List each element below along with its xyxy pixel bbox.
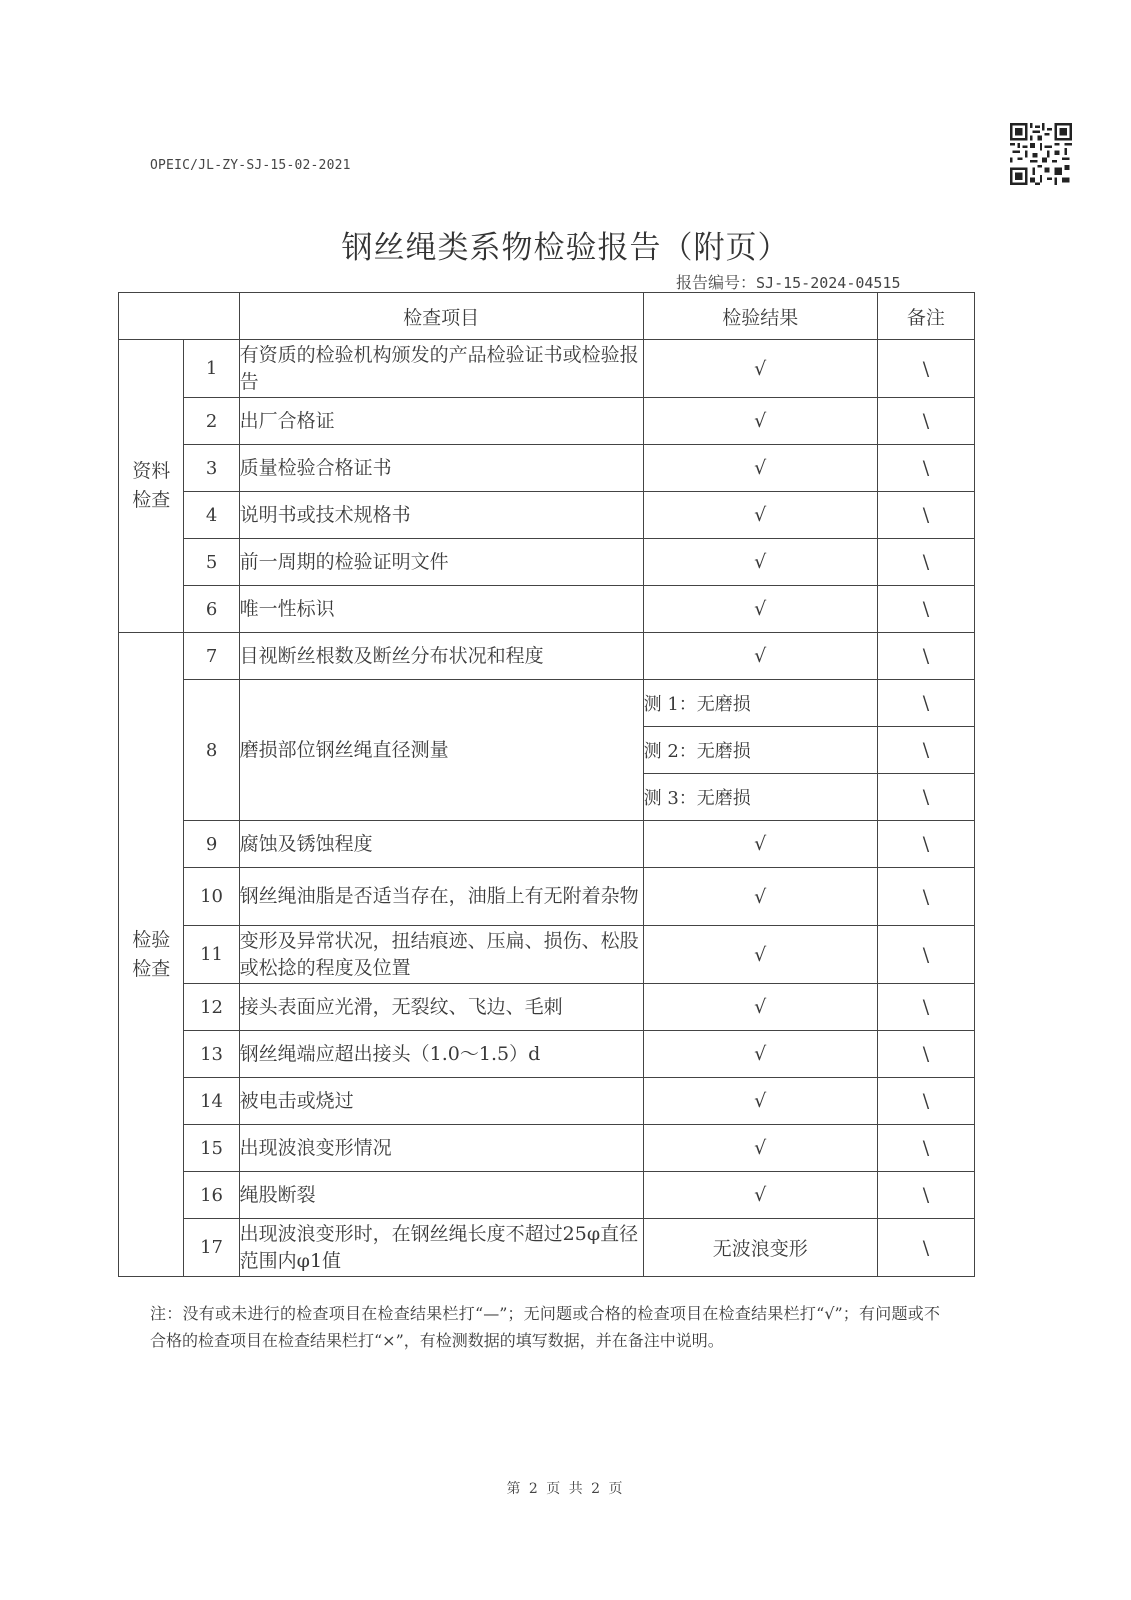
table-row bbox=[119, 633, 975, 680]
document-code: OPEIC/JL-ZY-SJ-15-02-2021 bbox=[150, 158, 351, 173]
row-remark: \ bbox=[877, 1031, 974, 1078]
row-remark: \ bbox=[877, 1125, 974, 1172]
row-remark: \ bbox=[877, 398, 974, 445]
row-item: 变形及异常状况，扭结痕迹、压扁、损伤、松股或松捻的程度及位置 bbox=[239, 926, 643, 984]
row-number: 17 bbox=[184, 1219, 239, 1277]
row-item: 接头表面应光滑，无裂纹、飞边、毛刺 bbox=[239, 984, 643, 1031]
row-remark: \ bbox=[877, 680, 974, 727]
row-remark: \ bbox=[877, 868, 974, 926]
row-remark: \ bbox=[877, 1172, 974, 1219]
table-row bbox=[119, 868, 975, 926]
header-result: 检验结果 bbox=[643, 293, 877, 340]
row-remark: \ bbox=[877, 539, 974, 586]
row-number: 8 bbox=[184, 680, 239, 821]
row-remark: \ bbox=[877, 340, 974, 398]
row-number: 6 bbox=[184, 586, 239, 633]
table-row bbox=[119, 586, 975, 633]
report-number-label: 报告编号： bbox=[676, 273, 757, 292]
row-item: 有资质的检验机构颁发的产品检验证书或检验报告 bbox=[239, 340, 643, 398]
row-number: 7 bbox=[184, 633, 239, 680]
inspection-table bbox=[118, 292, 975, 1277]
row-item: 质量检验合格证书 bbox=[239, 445, 643, 492]
row-number: 13 bbox=[184, 1031, 239, 1078]
row-number: 3 bbox=[184, 445, 239, 492]
row-number: 4 bbox=[184, 492, 239, 539]
row-result: √ bbox=[643, 1125, 877, 1172]
table-row bbox=[119, 340, 975, 398]
row-remark: \ bbox=[877, 586, 974, 633]
header-item: 检查项目 bbox=[239, 293, 643, 340]
table-header-row bbox=[119, 293, 975, 340]
row-number: 11 bbox=[184, 926, 239, 984]
table-row bbox=[119, 1219, 975, 1277]
table-row bbox=[119, 1172, 975, 1219]
row-item: 钢丝绳端应超出接头（1.0～1.5）d bbox=[239, 1031, 643, 1078]
row-item: 目视断丝根数及断丝分布状况和程度 bbox=[239, 633, 643, 680]
row-remark: \ bbox=[877, 727, 974, 774]
row-item: 前一周期的检验证明文件 bbox=[239, 539, 643, 586]
row-item: 出厂合格证 bbox=[239, 398, 643, 445]
row-remark: \ bbox=[877, 774, 974, 821]
row-result: √ bbox=[643, 340, 877, 398]
row-item: 钢丝绳油脂是否适当存在，油脂上有无附着杂物 bbox=[239, 868, 643, 926]
table-row bbox=[119, 1125, 975, 1172]
row-item: 腐蚀及锈蚀程度 bbox=[239, 821, 643, 868]
row-result: √ bbox=[643, 1078, 877, 1125]
table-row bbox=[119, 445, 975, 492]
row-number: 14 bbox=[184, 1078, 239, 1125]
row-result: √ bbox=[643, 586, 877, 633]
row-measurement-result: 测 2：无磨损 bbox=[643, 727, 877, 774]
category-docs: 资料 检查 bbox=[119, 340, 184, 633]
row-result: 无波浪变形 bbox=[643, 1219, 877, 1277]
header-remark: 备注 bbox=[877, 293, 974, 340]
row-measurement-result: 测 3：无磨损 bbox=[643, 774, 877, 821]
row-number: 1 bbox=[184, 340, 239, 398]
table-row bbox=[119, 821, 975, 868]
row-number: 2 bbox=[184, 398, 239, 445]
row-result: √ bbox=[643, 926, 877, 984]
row-remark: \ bbox=[877, 984, 974, 1031]
row-result: √ bbox=[643, 492, 877, 539]
row-item: 说明书或技术规格书 bbox=[239, 492, 643, 539]
table-row bbox=[119, 1031, 975, 1078]
row-number: 5 bbox=[184, 539, 239, 586]
table-row bbox=[119, 926, 975, 984]
row-number: 12 bbox=[184, 984, 239, 1031]
row-result: √ bbox=[643, 984, 877, 1031]
footnote: 注：没有或未进行的检查项目在检查结果栏打“—”；无问题或合格的检查项目在检查结果栏打“√”；有问题或不合格的检查项目在检查结果栏打“×”，有检测数据的填写数据，并在备注中说明。 bbox=[150, 1304, 940, 1350]
row-result: √ bbox=[643, 821, 877, 868]
report-number-value: SJ-15-2024-04515 bbox=[756, 274, 901, 292]
row-item: 绳股断裂 bbox=[239, 1172, 643, 1219]
row-number: 9 bbox=[184, 821, 239, 868]
row-number: 16 bbox=[184, 1172, 239, 1219]
row-result: √ bbox=[643, 398, 877, 445]
row-item: 唯一性标识 bbox=[239, 586, 643, 633]
row-remark: \ bbox=[877, 926, 974, 984]
header-blank-cell bbox=[119, 293, 240, 340]
table-row bbox=[119, 398, 975, 445]
table-row bbox=[119, 1078, 975, 1125]
report-number bbox=[676, 270, 901, 293]
row-item: 出现波浪变形时，在钢丝绳长度不超过25φ直径范围内φ1值 bbox=[239, 1219, 643, 1277]
row-result: √ bbox=[643, 1031, 877, 1078]
row-remark: \ bbox=[877, 1219, 974, 1277]
row-item: 出现波浪变形情况 bbox=[239, 1125, 643, 1172]
row-remark: \ bbox=[877, 492, 974, 539]
row-result: √ bbox=[643, 633, 877, 680]
document-title: 钢丝绳类系物检验报告（附页） bbox=[341, 230, 790, 266]
row-remark: \ bbox=[877, 1078, 974, 1125]
row-remark: \ bbox=[877, 633, 974, 680]
page-number: 第 2 页 共 2 页 bbox=[506, 1481, 625, 1497]
table-row bbox=[119, 492, 975, 539]
row-number: 10 bbox=[184, 868, 239, 926]
table-row bbox=[119, 539, 975, 586]
row-remark: \ bbox=[877, 445, 974, 492]
row-result: √ bbox=[643, 539, 877, 586]
row-item: 磨损部位钢丝绳直径测量 bbox=[239, 680, 643, 821]
row-item: 被电击或烧过 bbox=[239, 1078, 643, 1125]
row-number: 15 bbox=[184, 1125, 239, 1172]
row-result: √ bbox=[643, 868, 877, 926]
row-result: √ bbox=[643, 445, 877, 492]
qr-code-icon bbox=[1010, 123, 1072, 185]
row-result: √ bbox=[643, 1172, 877, 1219]
row-remark: \ bbox=[877, 821, 974, 868]
table-row bbox=[119, 680, 975, 727]
category-inspection: 检验 检查 bbox=[119, 633, 184, 1277]
row-measurement-result: 测 1：无磨损 bbox=[643, 680, 877, 727]
table-row bbox=[119, 984, 975, 1031]
